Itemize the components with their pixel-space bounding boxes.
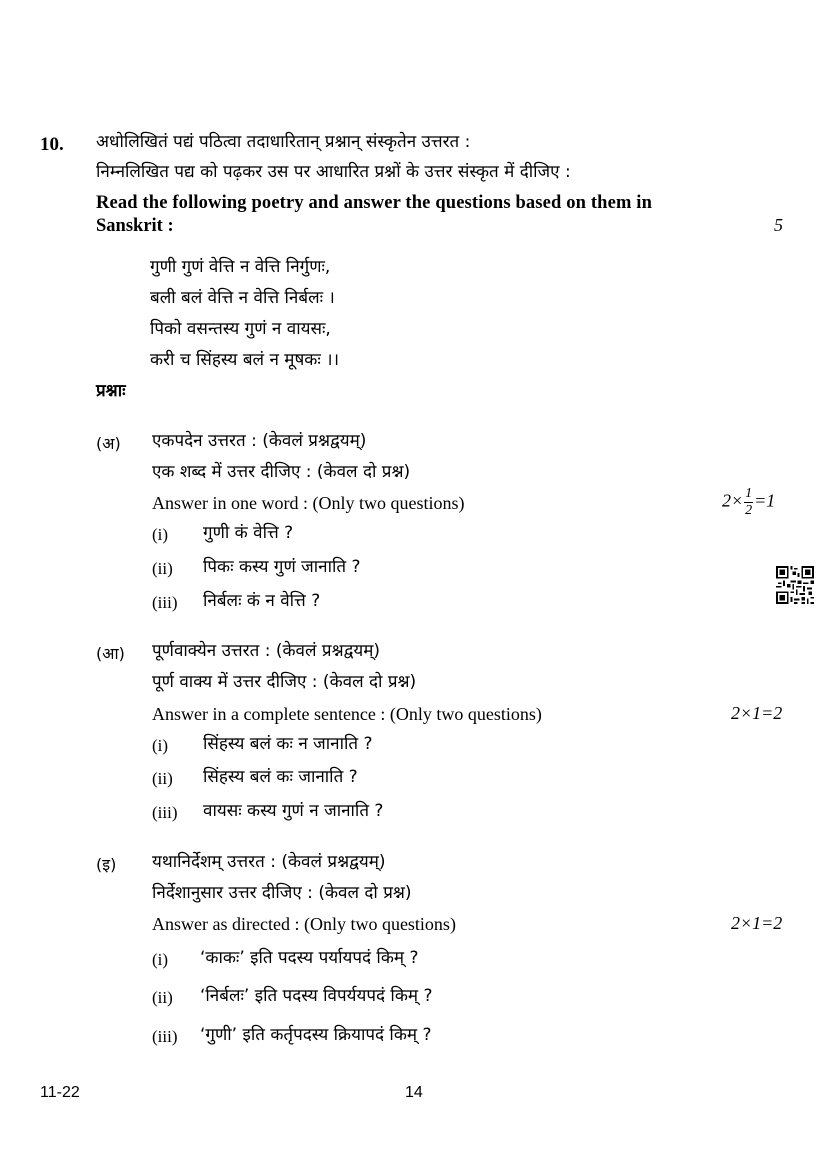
item-text: ‘काकः’ इति पदस्य पर्यायपदं किम् ? [200,948,419,968]
item-number: (iii) [152,593,178,612]
item-number: (ii) [152,769,173,788]
section-title-english: Answer in one word : (Only two questions) [152,493,465,513]
qr-code-icon [776,566,814,604]
section-title-english: Answer in a complete sentence : (Only two questions) [152,704,542,724]
section-marks: 2×1=2 [731,913,783,933]
section-label: (इ) [96,855,117,874]
item-number: (ii) [152,559,173,578]
instruction-english-line2: Sanskrit : [96,216,174,236]
section-title-sanskrit: पूर्णवाक्येन उत्तरत : (केवलं प्रश्नद्वयम्) [152,641,381,661]
question-marks: 5 [774,215,783,235]
section-title-sanskrit: एकपदेन उत्तरत : (केवलं प्रश्नद्वयम्) [152,431,367,451]
section-marks: 2× $\frac{1}{2}$ =1 [722,486,776,518]
item-text: ‘गुणी’ इति कर्तृपदस्य क्रियापदं किम् ? [200,1025,432,1045]
questions-heading: प्रश्नाः [96,381,126,401]
paper-code: 11-22 [40,1084,80,1101]
verse-line: पिको वसन्तस्य गुणं न वायसः, [150,319,331,339]
section-label: (आ) [96,644,125,663]
section-marks: 2×1=2 [731,703,783,723]
marks-fraction: $\frac{1}{2}$ [745,486,753,518]
verse-line: बली बलं वेत्ति न वेत्ति निर्बलः । [150,288,335,308]
section-title-hindi: निर्देशानुसार उत्तर दीजिए : (केवल दो प्रश्न) [152,883,412,903]
item-number: (iii) [152,803,178,822]
section-title-english: Answer as directed : (Only two questions) [152,914,456,934]
item-text: निर्बलः कं न वेत्ति ? [203,591,321,611]
section-title-hindi: पूर्ण वाक्य में उत्तर दीजिए : (केवल दो प्रश्न) [152,672,417,692]
item-text: गुणी कं वेत्ति ? [203,523,294,543]
section-title-hindi: एक शब्द में उत्तर दीजिए : (केवल दो प्रश्न) [152,462,411,482]
item-number: (iii) [152,1027,178,1046]
question-number: 10. [40,134,64,155]
verse-line: गुणी गुणं वेत्ति न वेत्ति निर्गुणः, [150,257,331,277]
item-text: ‘निर्बलः’ इति पदस्य विपर्ययपदं किम् ? [200,986,433,1006]
verse-line: करी च सिंहस्य बलं न मूषकः ।। [150,350,340,370]
item-text: वायसः कस्य गुणं न जानाति ? [203,801,384,821]
section-label: (अ) [96,434,121,453]
page-number: 14 [405,1084,423,1101]
item-number: (i) [152,950,169,969]
item-number: (ii) [152,988,173,1007]
item-number: (i) [152,736,169,755]
instruction-hindi: निम्नलिखित पद्य को पढ़कर उस पर आधारित प्रश्नों के उत्तर संस्कृत में दीजिए : [96,162,571,182]
item-number: (i) [152,525,169,544]
instruction-sanskrit: अधोलिखितं पद्यं पठित्वा तदाधारितान् प्रश्नान् संस्कृतेन उत्तरत : [96,132,471,152]
instruction-english-line1: Read the following poetry and answer the questions based on them in [96,193,653,213]
item-text: सिंहस्य बलं कः जानाति ? [203,767,358,787]
section-title-sanskrit: यथानिर्देशम् उत्तरत : (केवलं प्रश्नद्वयम्) [152,852,386,872]
item-text: सिंहस्य बलं कः न जानाति ? [203,734,373,754]
item-text: पिकः कस्य गुणं जानाति ? [203,557,361,577]
